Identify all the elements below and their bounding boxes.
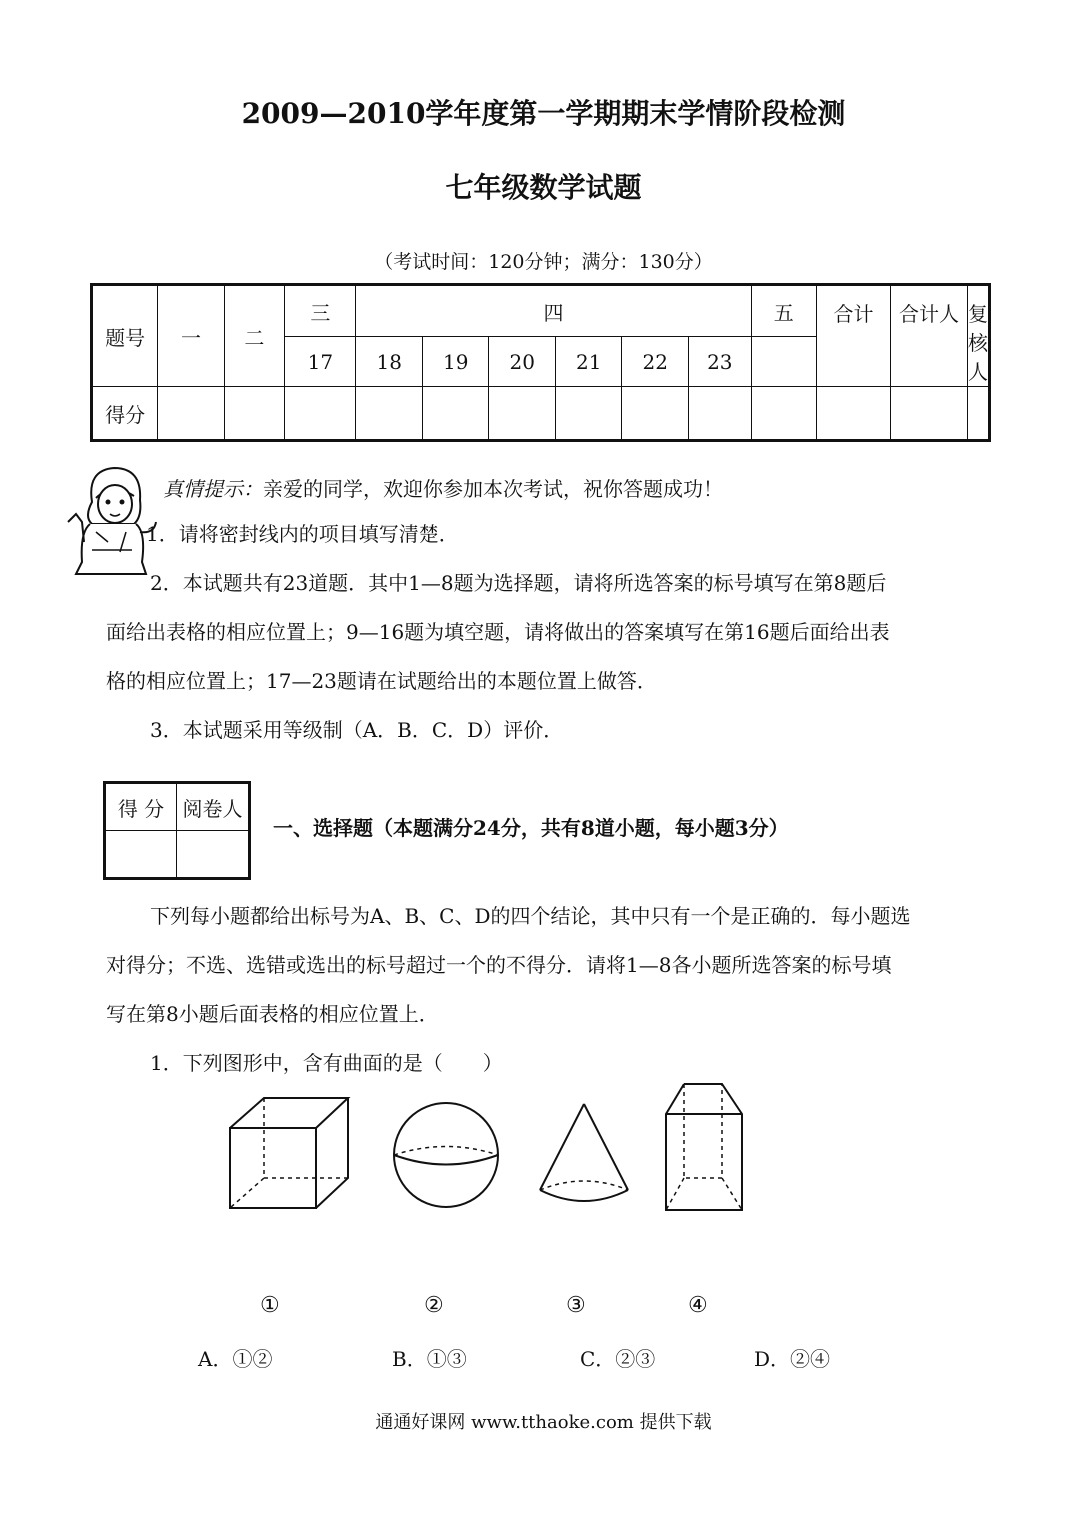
score-cell[interactable] — [489, 387, 556, 441]
exam-info: （考试时间：120分钟；满分：130分） — [374, 251, 713, 273]
section-1-intro-line-1: 下列每小题都给出标号为A、B、C、D的四个结论，其中只有一个是正确的．每小题选 — [150, 904, 911, 928]
row-label-score: 得分 — [92, 387, 158, 441]
option-b[interactable]: B．①③ — [392, 1347, 467, 1371]
col-total: 合计 — [816, 285, 890, 387]
col-scorer: 合计人 — [890, 285, 967, 387]
tip-line — [163, 473, 723, 502]
col-section-1: 一 — [158, 285, 224, 387]
score-cell[interactable] — [622, 387, 689, 441]
cube-figure — [224, 1094, 354, 1214]
sphere-figure — [388, 1100, 504, 1210]
score-cell[interactable] — [555, 387, 622, 441]
col-q23: 23 — [688, 337, 751, 387]
col-q19: 19 — [422, 337, 489, 387]
score-cell[interactable] — [422, 387, 489, 441]
tip-item-2-line-3: 格的相应位置上；17—23题请在试题给出的本题位置上做答． — [106, 669, 657, 693]
col-section-2: 二 — [224, 285, 285, 387]
score-cell[interactable] — [890, 387, 967, 441]
box-reader-label: 阅卷人 — [177, 783, 250, 831]
score-cell[interactable] — [751, 387, 816, 441]
tip-item-2-line-2: 面给出表格的相应位置上；9—16题为填空题，请将做出的答案填写在第16题后面给出表 — [106, 620, 890, 644]
tip-greeting: 亲爱的同学，欢迎你参加本次考试，祝你答题成功！ — [263, 477, 723, 501]
tip-item-1: 1．请将密封线内的项目填写清楚． — [146, 522, 459, 546]
box-score-label: 得 分 — [105, 783, 177, 831]
section-1-intro-line-3: 写在第8小题后面表格的相应位置上． — [106, 1002, 439, 1026]
score-cell[interactable] — [356, 387, 423, 441]
col-q18: 18 — [356, 337, 423, 387]
cone-figure — [534, 1100, 634, 1210]
tip-lead: 真情提示： — [163, 477, 263, 501]
col-q22: 22 — [622, 337, 689, 387]
col-section-5: 五 — [751, 285, 816, 337]
box-reader-cell[interactable] — [177, 831, 250, 879]
figure-label-1: ① — [260, 1293, 280, 1318]
section-1-title: 一、选择题（本题满分24分，共有8道小题，每小题3分） — [273, 816, 789, 840]
section-score-box — [103, 781, 251, 880]
exam-title: 2009—2010学年度第一学期期末学情阶段检测 — [241, 97, 846, 130]
score-cell[interactable] — [688, 387, 751, 441]
col-section-3: 三 — [285, 285, 356, 337]
score-cell[interactable] — [816, 387, 890, 441]
figure-label-3: ③ — [566, 1293, 586, 1318]
option-d[interactable]: D．②④ — [754, 1347, 831, 1371]
option-c[interactable]: C．②③ — [580, 1347, 656, 1371]
col-checker: 复核人 — [968, 285, 990, 387]
figure-label-2: ② — [424, 1293, 444, 1318]
row-label-question-no: 题号 — [92, 285, 158, 387]
footer-source: 通通好课网 www.tthaoke.com 提供下载 — [375, 1412, 712, 1433]
score-cell[interactable] — [224, 387, 285, 441]
option-a[interactable]: A．①② — [198, 1347, 273, 1371]
score-cell[interactable] — [158, 387, 224, 441]
tip-item-2-line-1: 2．本试题共有23道题．其中1—8题为选择题，请将所选答案的标号填写在第8题后 — [150, 571, 887, 595]
box-score-cell[interactable] — [105, 831, 177, 879]
col-q20: 20 — [489, 337, 556, 387]
figure-label-4: ④ — [688, 1293, 708, 1318]
score-table — [90, 283, 991, 442]
col-q21: 21 — [555, 337, 622, 387]
exam-subtitle: 七年级数学试题 — [445, 171, 642, 204]
section-1-intro-line-2: 对得分；不选、选错或选出的标号超过一个的不得分．请将1—8各小题所选答案的标号填 — [106, 953, 892, 977]
col-q17: 17 — [285, 337, 356, 387]
col-section-4: 四 — [356, 285, 751, 337]
tip-item-3: 3．本试题采用等级制（A．B．C．D）评价． — [150, 718, 564, 742]
score-cell[interactable] — [285, 387, 356, 441]
question-1-stem: 1．下列图形中，含有曲面的是（ ） — [150, 1051, 503, 1075]
prism-figure — [660, 1078, 750, 1214]
